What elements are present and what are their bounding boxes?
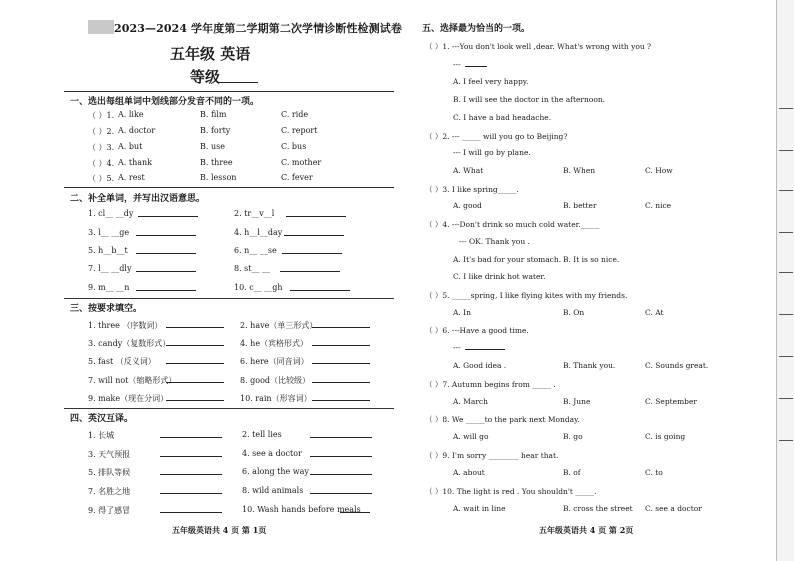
section-3-title: 三、按要求填空。	[70, 304, 143, 314]
q4-option-c[interactable]: C. I like drink hot water.	[453, 272, 546, 281]
q2-reply: --- I will go by plane.	[453, 148, 531, 157]
s4-q4-blank[interactable]	[310, 456, 372, 457]
s1-q2-a: A. doctor	[118, 126, 156, 135]
s1-q4-num[interactable]: （ ）4.	[88, 159, 115, 168]
q8-option-c[interactable]: C. is going	[645, 432, 686, 441]
q1-option-a[interactable]: A. I feel very happy.	[453, 77, 529, 86]
s3-q3: 3. candy（复数形式）	[88, 339, 171, 348]
s2-q9-blank[interactable]	[136, 290, 196, 291]
s3-q10-blank[interactable]	[312, 400, 370, 401]
s2-q8: 8. st__ __	[234, 264, 271, 273]
s4-q6: 6. along the way	[242, 467, 309, 476]
q7-stem: （ ）7. Autumn begins from _____ .	[425, 380, 556, 389]
strip-rule	[779, 440, 793, 441]
s3-q3-blank[interactable]	[166, 345, 224, 346]
s1-q4-a: A. thank	[118, 158, 152, 167]
left-page-footer: 五年级英语共 4 页 第 1页	[172, 525, 267, 535]
s2-q2: 2. tr__v__l	[234, 209, 275, 218]
q9-option-b[interactable]: B. of	[563, 468, 581, 477]
grade-label: 等级	[190, 68, 221, 86]
s1-q4-b: B. three	[200, 158, 233, 167]
s4-q5-blank[interactable]	[160, 474, 222, 475]
q1-stem: （ ）1. ---You don't look well ,dear. What's wrong with you ?	[425, 42, 652, 51]
q8-option-a[interactable]: A. will go	[453, 432, 489, 441]
s3-q5: 5. fast （反义词）	[88, 357, 156, 366]
q6-stem: （ ）6. ---Have a good time.	[425, 326, 529, 335]
section-2-divider	[64, 298, 394, 299]
s1-q1-num[interactable]: （ ）1.	[88, 111, 115, 120]
s4-q9-blank[interactable]	[160, 512, 222, 513]
s4-q3-blank[interactable]	[160, 456, 222, 457]
s2-q3-blank[interactable]	[136, 235, 196, 236]
q2-option-a[interactable]: A. What	[453, 166, 484, 175]
s2-q4-blank[interactable]	[284, 235, 344, 236]
strip-rule	[779, 232, 793, 233]
s4-q4: 4. see a doctor	[242, 449, 302, 458]
section-2-title: 二、补全单词，并写出汉语意思。	[70, 194, 206, 204]
s4-q2: 2. tell lies	[242, 430, 282, 439]
q6-option-c[interactable]: C. Sounds great.	[645, 361, 709, 370]
section-5-title: 五、选择最为恰当的一项。	[422, 24, 531, 34]
right-page-footer: 五年级英语共 4 页 第 2页	[539, 525, 634, 535]
s3-q4-blank[interactable]	[312, 345, 370, 346]
s4-q8: 8. wild animals	[242, 486, 304, 495]
s1-q2-b: B. forty	[200, 126, 231, 135]
s2-q1-blank[interactable]	[138, 216, 198, 217]
s1-q2-c: C. report	[281, 126, 318, 135]
s4-q3: 3. 天气预报	[88, 450, 131, 459]
strip-rule	[779, 314, 793, 315]
s1-q5-num[interactable]: （ ）5.	[88, 174, 115, 183]
s4-q1: 1. 长城	[88, 431, 115, 440]
strip-rule	[779, 190, 793, 191]
s3-q1-blank[interactable]	[166, 327, 224, 328]
s3-q9: 9. make（现在分词）	[88, 394, 169, 403]
s3-q8-blank[interactable]	[312, 382, 370, 383]
q5-option-b[interactable]: B. On	[563, 308, 585, 317]
grade-subject: 五年级 英语	[170, 45, 251, 63]
q2-stem: （ ）2. --- _____ will you go to Beijing?	[425, 132, 568, 141]
s1-q3-b: B. use	[200, 142, 225, 151]
s1-q1-b: B. film	[200, 110, 227, 119]
q3-stem: （ ）3. I like spring_____.	[425, 185, 519, 194]
header-divider	[64, 91, 394, 92]
q10-stem: （ ）10. The light is red . You shouldn't _____.	[425, 487, 597, 496]
q9-stem: （ ）9. I'm sorry ________ hear that.	[425, 451, 559, 460]
grade-blank[interactable]	[218, 82, 258, 83]
q4-reply: --- OK. Thank you .	[459, 237, 530, 246]
s3-q2-blank[interactable]	[312, 327, 370, 328]
s2-q7: 7. l__ __dly	[88, 264, 132, 273]
s2-q10-blank[interactable]	[290, 290, 350, 291]
s1-q3-a: A. but	[118, 142, 143, 151]
q1-option-c[interactable]: C. I have a bad headache.	[453, 113, 552, 122]
s2-q4: 4. h__l__day	[234, 228, 283, 237]
s3-q7: 7. will not（缩略形式）	[88, 376, 177, 385]
s4-q9: 9. 得了感冒	[88, 506, 131, 515]
s2-q8-blank[interactable]	[280, 271, 340, 272]
q9-option-a[interactable]: A. about	[453, 468, 485, 477]
strip-rule	[779, 108, 793, 109]
q3-option-c[interactable]: C. nice	[645, 201, 672, 210]
q3-option-a[interactable]: A. good	[453, 201, 482, 210]
s3-q6-blank[interactable]	[312, 363, 370, 364]
q4-option-a[interactable]: A. It's bad for your stomach.	[453, 255, 562, 264]
q10-option-c[interactable]: C. see a doctor	[645, 504, 702, 513]
q8-stem: （ ）8. We _____to the park next Monday.	[425, 415, 580, 424]
strip-rule	[779, 272, 793, 273]
s1-q3-c: C. bus	[281, 142, 307, 151]
q2-option-b[interactable]: B. When	[563, 166, 596, 175]
s2-q10: 10. c__ __gh	[234, 283, 283, 292]
exam-header: 2023—2024 学年度第二学期第二次学情诊断性检测试卷	[114, 22, 402, 35]
s3-q9-blank[interactable]	[166, 400, 224, 401]
s3-q5-blank[interactable]	[166, 363, 224, 364]
s1-q4-c: C. mother	[281, 158, 322, 167]
s4-q6-blank[interactable]	[310, 474, 372, 475]
q5-stem: （ ）5. _____spring, I like flying kites with my friends.	[425, 291, 628, 300]
q1-option-b[interactable]: B. I will see the doctor in the afternoon.	[453, 95, 606, 104]
s2-q5: 5. h__b__t	[88, 246, 128, 255]
section-1-title: 一、选出每组单词中划线部分发音不同的一项。	[70, 97, 260, 107]
s3-q4: 4. he（宾格形式）	[240, 339, 309, 348]
q5-option-c[interactable]: C. At	[645, 308, 664, 317]
strip-rule	[779, 356, 793, 357]
q9-option-c[interactable]: C. to	[645, 468, 663, 477]
q4-option-b[interactable]: B. It is so nice.	[563, 255, 620, 264]
s2-q9: 9. m__ __n	[88, 283, 130, 292]
s4-q2-blank[interactable]	[310, 437, 372, 438]
q2-option-c[interactable]: C. How	[645, 166, 673, 175]
q6-option-a[interactable]: A. Good idea .	[453, 361, 507, 370]
q3-option-b[interactable]: B. better	[563, 201, 597, 210]
redacted-school-name	[88, 20, 114, 34]
s4-q7: 7. 名胜之地	[88, 487, 131, 496]
s3-q6: 6. here（同音词）	[240, 357, 309, 366]
s1-q5-c: C. fever	[281, 173, 313, 182]
s1-q1-a: A. like	[118, 110, 144, 119]
section-4-title: 四、英汉互译。	[70, 414, 134, 424]
s4-q10: 10. Wash hands before meals	[242, 505, 361, 514]
s3-q1: 1. three （序数词）	[88, 321, 163, 330]
s3-q7-blank[interactable]	[166, 382, 224, 383]
s1-q2-num[interactable]: （ ）2.	[88, 127, 115, 136]
s1-q3-num[interactable]: （ ）3.	[88, 143, 115, 152]
q10-option-a[interactable]: A. wait in line	[453, 504, 506, 513]
q1-blank-dash: ---	[453, 60, 461, 69]
s3-q10: 10. rain（形容词）	[240, 394, 312, 403]
s2-q6: 6. n__ __se	[234, 246, 277, 255]
s4-q7-blank[interactable]	[160, 493, 222, 494]
q5-option-a[interactable]: A. In	[453, 308, 471, 317]
s2-q5-blank[interactable]	[136, 253, 196, 254]
s2-q3: 3. l__ __ge	[88, 228, 130, 237]
s3-q2: 2. have（单三形式）	[240, 321, 318, 330]
binding-margin-strip	[776, 0, 794, 561]
s4-q8-blank[interactable]	[310, 493, 372, 494]
right-page	[397, 0, 777, 561]
section-3-divider	[64, 408, 394, 409]
strip-rule	[779, 398, 793, 399]
q6-blank-dash: ---	[453, 343, 461, 352]
s2-q2-blank[interactable]	[286, 216, 346, 217]
s2-q6-blank[interactable]	[282, 253, 342, 254]
s1-q1-c: C. ride	[281, 110, 309, 119]
q7-option-a[interactable]: A. March	[453, 397, 488, 406]
s4-q10-blank[interactable]	[340, 512, 370, 513]
s1-q5-a: A. rest	[118, 173, 145, 182]
s1-q5-b: B. lesson	[200, 173, 237, 182]
s2-q7-blank[interactable]	[136, 271, 196, 272]
q7-option-c[interactable]: C. September	[645, 397, 698, 406]
s3-q8: 8. good（比较级）	[240, 376, 311, 385]
q8-option-b[interactable]: B. go	[563, 432, 583, 441]
q7-option-b[interactable]: B. June	[563, 397, 591, 406]
section-1-divider	[64, 187, 394, 188]
q6-option-b[interactable]: B. Thank you.	[563, 361, 616, 370]
strip-rule	[779, 150, 793, 151]
q4-stem: （ ）4. ---Don't drink so much cold water._____	[425, 220, 600, 229]
s2-q1: 1. cl__ __dy	[88, 209, 134, 218]
q1-blank[interactable]	[465, 66, 487, 67]
q6-blank[interactable]	[465, 349, 505, 350]
q10-option-b[interactable]: B. cross the street	[563, 504, 633, 513]
s4-q1-blank[interactable]	[160, 437, 222, 438]
s4-q5: 5. 排队等候	[88, 468, 131, 477]
